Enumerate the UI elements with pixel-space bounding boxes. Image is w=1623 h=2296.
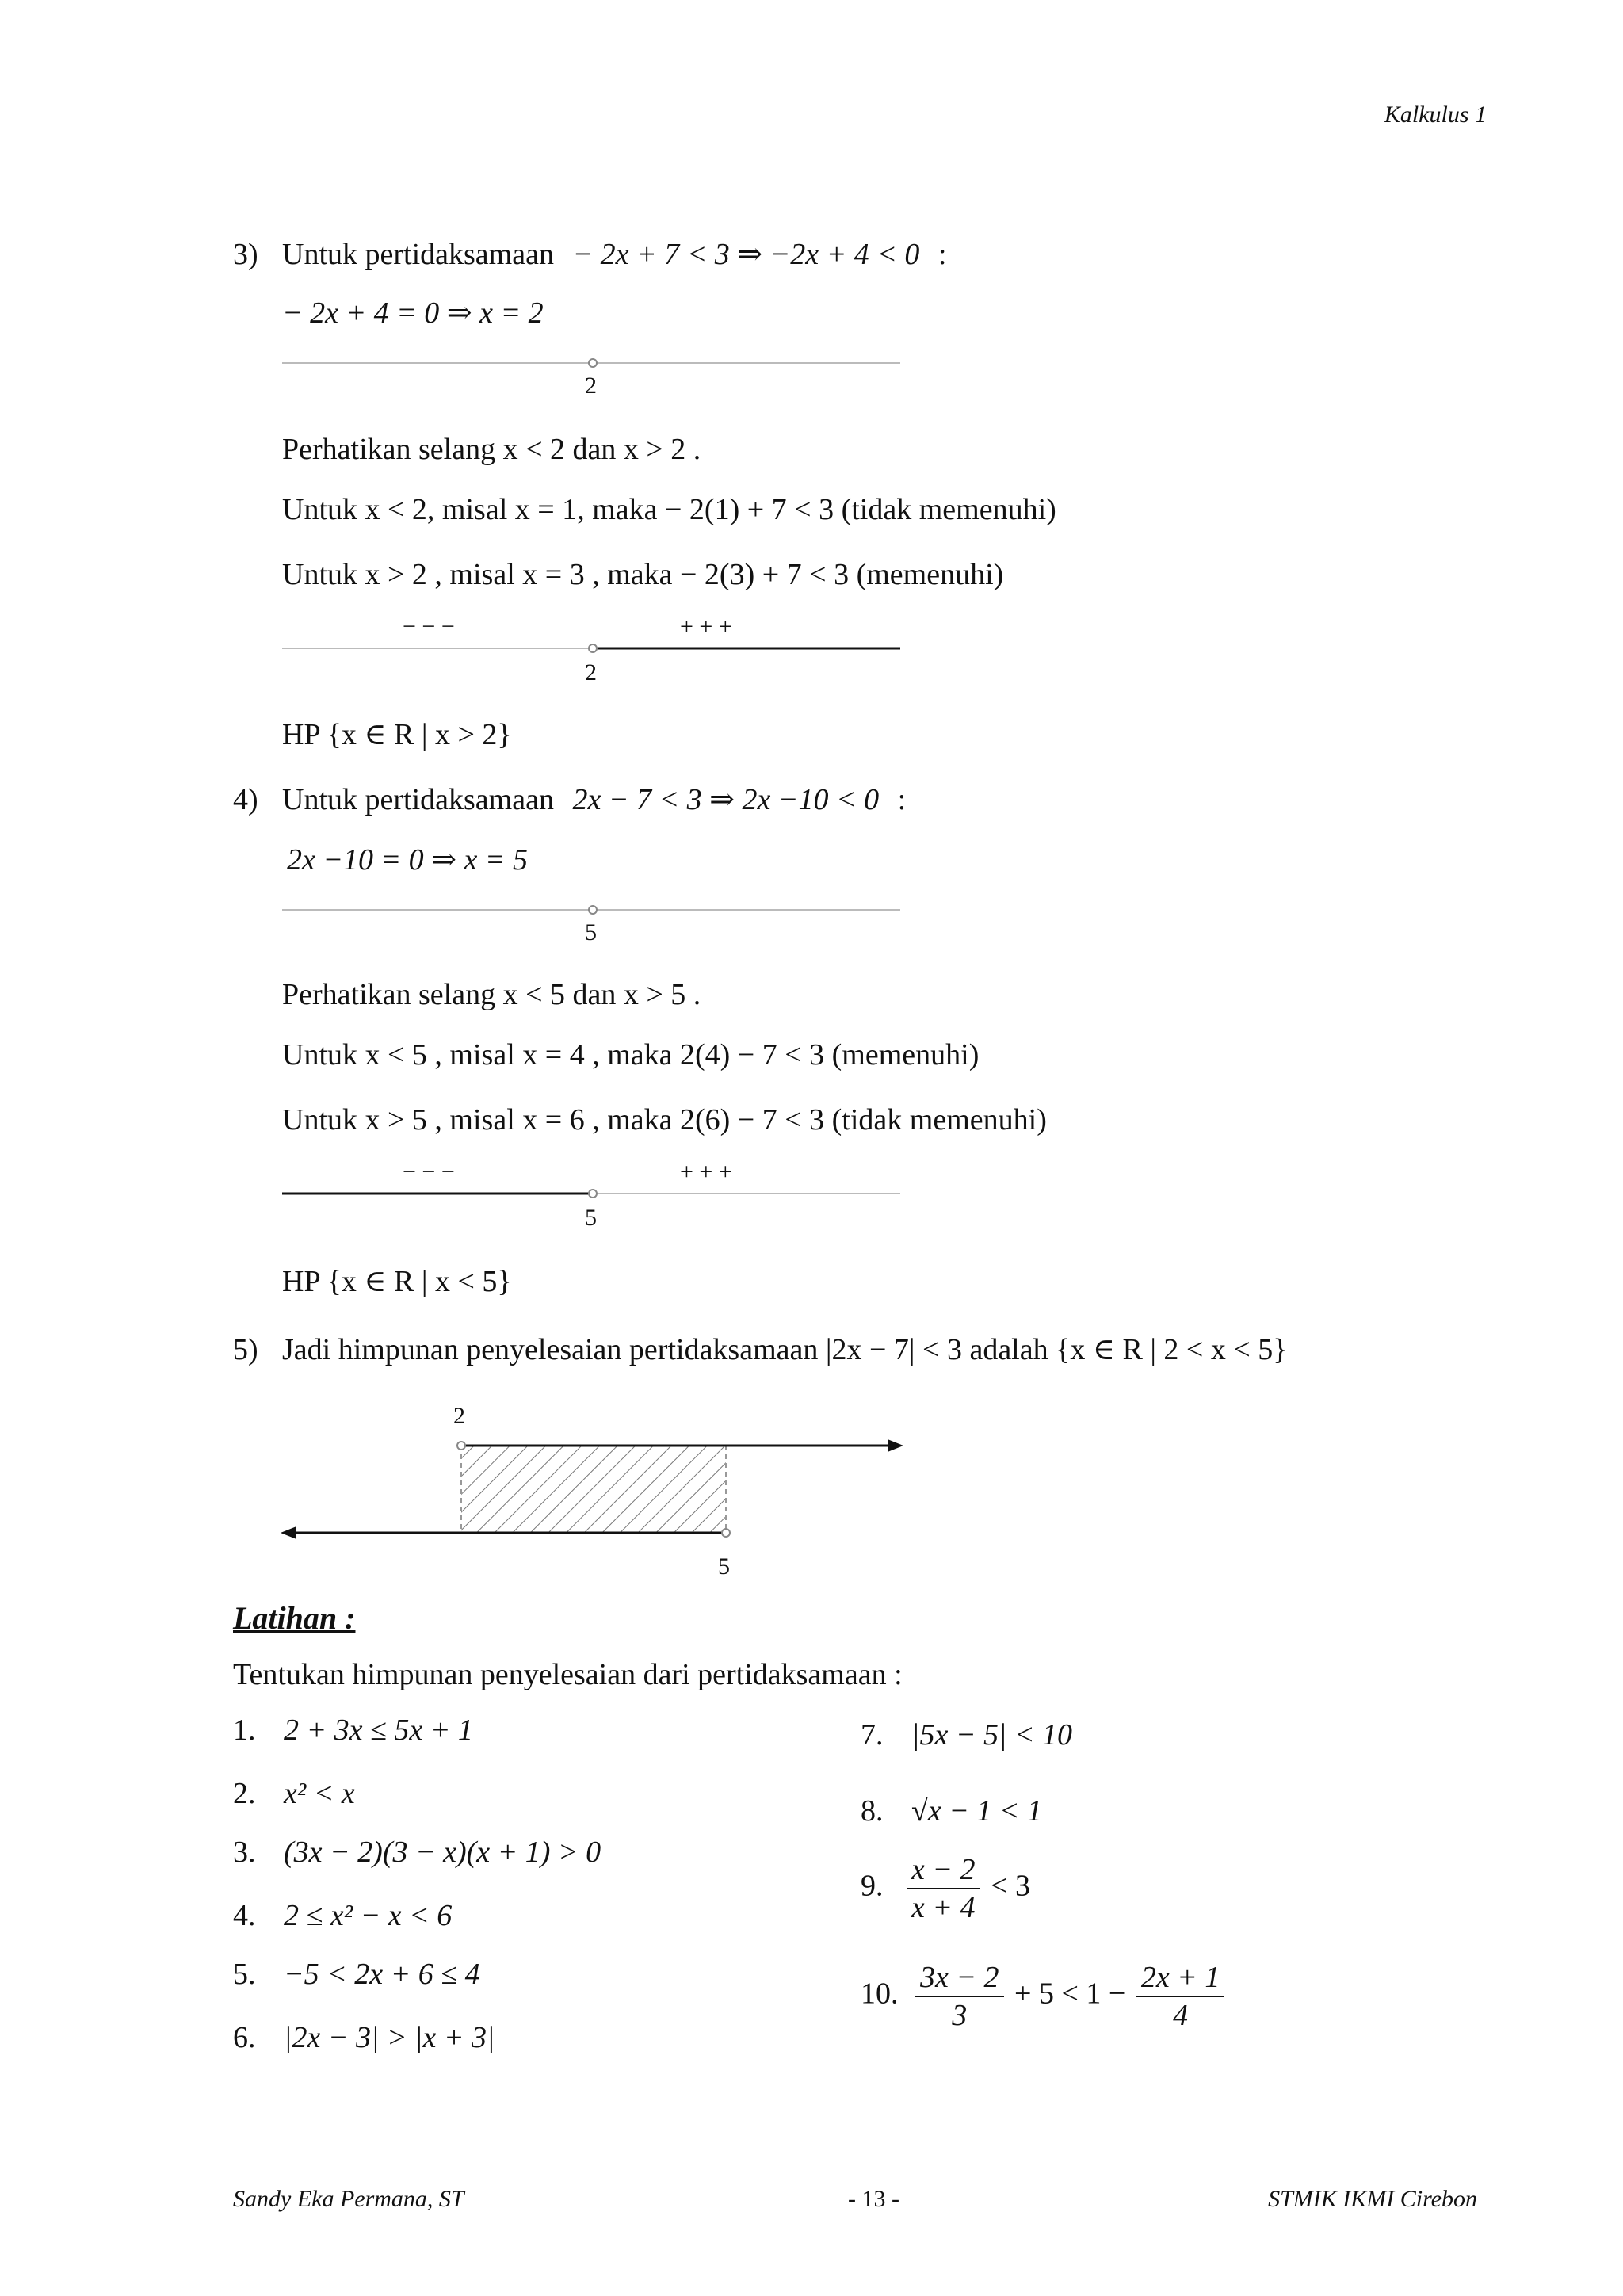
item4-case1: Untuk x < 5 , misal x = 4 , maka 2(4) − 7 < 3 (memenuhi) <box>282 1038 980 1072</box>
item3-point-label-2: 2 <box>585 659 597 686</box>
item4-point-label-1: 5 <box>585 919 597 946</box>
exercise-10-numerator-1: 3x − 2 <box>915 1962 1004 1997</box>
item4-intro-text: Untuk pertidaksamaan <box>282 783 554 816</box>
item3-number: 3) <box>233 238 258 271</box>
exercise-6-expr: |2x − 3| > |x + 3| <box>284 2021 495 2054</box>
exercise-8-number: 8. <box>861 1794 884 1828</box>
item3-case1: Untuk x < 2, misal x = 1, maka − 2(1) + 7 < 3 (tidak memenuhi) <box>282 493 1056 526</box>
item4-point-label-2: 5 <box>585 1205 597 1231</box>
item4-intro-expr: 2x − 7 < 3 ⇒ 2x −10 < 0 <box>572 783 880 816</box>
exercise-4-number: 4. <box>233 1899 256 1932</box>
item4-case2: Untuk x > 5 , misal x = 6 , maka 2(6) − 7 < 3 (tidak memenuhi) <box>282 1103 1047 1137</box>
exercise-9-number: 9. <box>861 1869 884 1903</box>
exercise-3 <box>233 1837 601 1867</box>
exercise-7 <box>861 1720 1072 1750</box>
item4-signs-right: + + + <box>680 1159 732 1185</box>
item3-intro-expr: − 2x + 7 < 3 ⇒ −2x + 4 < 0 <box>572 238 920 271</box>
exercise-7-number: 7. <box>861 1718 884 1752</box>
latihan-instruction: Tentukan himpunan penyelesaian dari pertidaksamaan : <box>233 1658 903 1691</box>
item3-case2: Untuk x > 2 , misal x = 3 , maka − 2(3) + 7 < 3 (memenuhi) <box>282 558 1004 591</box>
exercise-6-number: 6. <box>233 2021 256 2054</box>
item3-intro-colon: : <box>938 238 947 271</box>
latihan-title: Latihan : <box>233 1600 356 1636</box>
exercise-10 <box>861 1962 1228 2030</box>
exercise-2-number: 2. <box>233 1777 256 1810</box>
exercise-9-fraction <box>907 1855 980 1923</box>
exercise-5 <box>233 1959 480 1989</box>
item4-solution-set: HP {x ∈ R | x < 5} <box>282 1265 512 1298</box>
item3-solve: − 2x + 4 = 0 ⇒ x = 2 <box>282 296 544 330</box>
item3-signs-left: − − − <box>403 613 455 640</box>
exercise-1 <box>233 1715 473 1745</box>
exercise-3-number: 3. <box>233 1836 256 1869</box>
item3-observe: Perhatikan selang x < 2 dan x > 2 . <box>282 433 701 466</box>
exercise-1-number: 1. <box>233 1713 256 1747</box>
exercise-9 <box>861 1855 1030 1923</box>
item3-intro-text: Untuk pertidaksamaan <box>282 238 554 271</box>
item4-intro-colon: : <box>897 783 907 816</box>
exercise-8-expr: √x − 1 < 1 <box>911 1794 1043 1828</box>
exercise-7-expr: |5x − 5| < 10 <box>911 1718 1073 1752</box>
footer-page-number: - 13 - <box>848 2186 899 2212</box>
item5-number: 5) <box>233 1333 258 1366</box>
exercise-10-number: 10. <box>861 1977 899 2011</box>
exercise-1-expr: 2 + 3x ≤ 5x + 1 <box>284 1713 473 1747</box>
exercise-3-expr: (3x − 2)(3 − x)(x + 1) > 0 <box>284 1836 601 1869</box>
exercise-10-fraction-1 <box>915 1962 1004 2030</box>
exercise-4-expr: 2 ≤ x² − x < 6 <box>284 1899 453 1932</box>
exercise-9-rest: < 3 <box>991 1869 1030 1903</box>
item4-solve: 2x −10 = 0 ⇒ x = 5 <box>287 843 528 877</box>
exercise-8 <box>861 1796 1042 1826</box>
item4-number: 4) <box>233 783 258 816</box>
item3-point-label-1: 2 <box>585 372 597 399</box>
exercise-2-expr: x² < x <box>284 1777 355 1810</box>
exercise-10-fraction-2 <box>1136 1962 1225 2030</box>
exercise-5-number: 5. <box>233 1958 256 1991</box>
exercise-10-denominator-2: 4 <box>1173 1999 1189 2032</box>
item4-signs-left: − − − <box>403 1159 455 1185</box>
exercise-5-expr: −5 < 2x + 6 ≤ 4 <box>284 1958 480 1991</box>
exercise-9-numerator: x − 2 <box>907 1855 980 1889</box>
exercise-10-denominator-1: 3 <box>952 1999 968 2032</box>
item4-intro <box>282 785 906 815</box>
item4-observe: Perhatikan selang x < 5 dan x > 5 . <box>282 978 701 1011</box>
exercise-2 <box>233 1778 355 1809</box>
item5-point-label-right: 5 <box>718 1553 730 1580</box>
item3-solution-set: HP {x ∈ R | x > 2} <box>282 718 512 751</box>
item5-conclusion: Jadi himpunan penyelesaian pertidaksamaan |2x − 7| < 3 adalah {x ∈ R | 2 < x < 5} <box>282 1333 1288 1366</box>
exercise-10-numerator-2: 2x + 1 <box>1136 1962 1225 1997</box>
footer-author: Sandy Eka Permana, ST <box>233 2186 464 2212</box>
exercise-10-middle: + 5 < 1 − <box>1014 1977 1126 2011</box>
item3-intro <box>282 239 946 269</box>
item5-intersection-diagram <box>277 1427 911 1545</box>
item3-signs-right: + + + <box>680 613 732 640</box>
exercise-6 <box>233 2023 495 2053</box>
exercise-4 <box>233 1901 452 1931</box>
running-header: Kalkulus 1 <box>1384 101 1487 128</box>
item5-point-label-left: 2 <box>453 1403 465 1429</box>
exercise-9-denominator: x + 4 <box>911 1891 976 1924</box>
footer-institution: STMIK IKMI Cirebon <box>1268 2186 1477 2212</box>
